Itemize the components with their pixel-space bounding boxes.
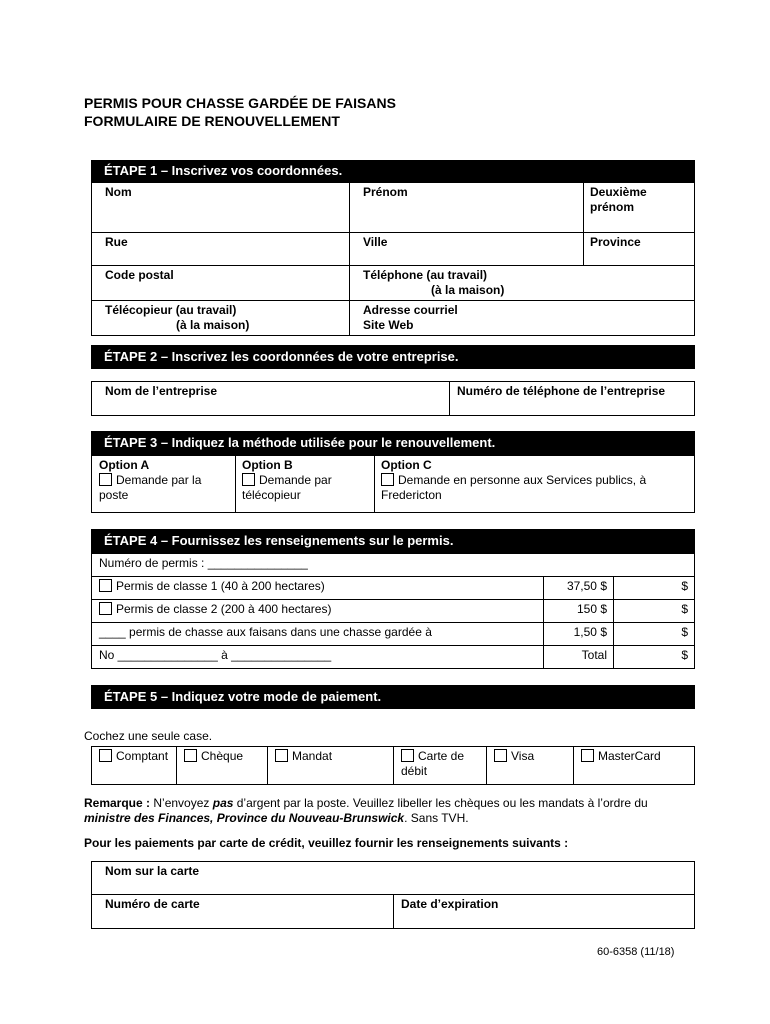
total-label: Total (544, 646, 614, 669)
step2-heading: ÉTAPE 2 – Inscrivez les coordonnées de votre entreprise. (91, 345, 695, 369)
step3-heading: ÉTAPE 3 – Indiquez la méthode utilisée pour le renouvellement. (91, 431, 695, 455)
field-telephone[interactable]: Téléphone (au travail) (à la maison) (350, 266, 695, 301)
option-a-label: Option A (99, 458, 150, 472)
field-ville[interactable]: Ville (350, 233, 584, 266)
field-numero-carte[interactable]: Numéro de carte (92, 895, 394, 929)
visa-checkbox[interactable] (494, 749, 507, 762)
class1-checkbox[interactable] (99, 579, 112, 592)
step1-table (91, 182, 695, 336)
form-number: 60-6358 (11/18) (597, 946, 675, 958)
field-deuxieme-prenom[interactable]: Deuxième prénom (584, 183, 695, 233)
mandat-checkbox[interactable] (275, 749, 288, 762)
field-nom[interactable]: Nom (92, 183, 350, 233)
permit-total[interactable]: $ (614, 577, 695, 600)
title-line-1: PERMIS POUR CHASSE GARDÉE DE FAISANS (84, 95, 396, 111)
pay-carte-debit[interactable]: Carte de débit (394, 747, 487, 785)
permit-row-numero[interactable]: No _______________ à _______________ (92, 646, 544, 669)
permit-price: 150 $ (544, 600, 614, 623)
field-numero-permis[interactable]: Numéro de permis : _______________ (92, 554, 695, 577)
field-nom-entreprise[interactable]: Nom de l’entreprise (92, 382, 450, 416)
option-c-checkbox[interactable] (381, 473, 394, 486)
pay-visa[interactable]: Visa (487, 747, 574, 785)
option-a-checkbox[interactable] (99, 473, 112, 486)
remarque-note: Remarque : N’envoyez pas d’argent par la poste. Veuillez libeller les chèques ou les mandats à l’ordre du ministre des Finances, Province du Nouveau-Brunswick. Sans TVH. (84, 796, 648, 825)
option-a-cell: Option A Demande par la poste (92, 456, 236, 513)
pay-mandat[interactable]: Mandat (268, 747, 394, 785)
payment-table (91, 746, 695, 785)
option-c-cell: Option C Demande en personne aux Services publics, à Fredericton (375, 456, 695, 513)
field-rue[interactable]: Rue (92, 233, 350, 266)
permit-total[interactable]: $ (614, 600, 695, 623)
option-b-cell: Option B Demande par télécopieur (236, 456, 375, 513)
permit-price: 1,50 $ (544, 623, 614, 646)
field-courriel-site[interactable]: Adresse courriel Site Web (350, 301, 695, 336)
grand-total[interactable]: $ (614, 646, 695, 669)
field-nom-carte[interactable]: Nom sur la carte (92, 862, 695, 895)
permit-row-class2: Permis de classe 2 (200 à 400 hectares) (92, 600, 544, 623)
step5-heading: ÉTAPE 5 – Indiquez votre mode de paiement. (91, 685, 695, 709)
field-code-postal[interactable]: Code postal (92, 266, 350, 301)
permit-price: 37,50 $ (544, 577, 614, 600)
step1-heading: ÉTAPE 1 – Inscrivez vos coordonnées. (91, 160, 695, 182)
step3-table (91, 455, 695, 513)
option-c-label: Option C (381, 458, 432, 472)
step2-table (91, 381, 695, 416)
class2-checkbox[interactable] (99, 602, 112, 615)
pay-cheque[interactable]: Chèque (177, 747, 268, 785)
option-b-label: Option B (242, 458, 293, 472)
credit-table (91, 861, 695, 929)
permit-row-class1: Permis de classe 1 (40 à 200 hectares) (92, 577, 544, 600)
mastercard-checkbox[interactable] (581, 749, 594, 762)
field-date-expiration[interactable]: Date d’expiration (394, 895, 695, 929)
field-telephone-entreprise[interactable]: Numéro de téléphone de l’entreprise (450, 382, 695, 416)
option-b-checkbox[interactable] (242, 473, 255, 486)
pay-comptant[interactable]: Comptant (92, 747, 177, 785)
title-line-2: FORMULAIRE DE RENOUVELLEMENT (84, 113, 340, 129)
credit-instruction: Pour les paiements par carte de crédit, veuillez fournir les renseignements suivants : (84, 836, 569, 850)
field-telecopieur[interactable]: Télécopieur (au travail) (à la maison) (92, 301, 350, 336)
payment-instruction: Cochez une seule case. (84, 729, 213, 743)
permit-row-faisans[interactable]: ____ permis de chasse aux faisans dans une chasse gardée à (92, 623, 544, 646)
pay-mastercard[interactable]: MasterCard (574, 747, 695, 785)
form-title (84, 94, 396, 130)
field-prenom[interactable]: Prénom (350, 183, 584, 233)
comptant-checkbox[interactable] (99, 749, 112, 762)
field-province[interactable]: Province (584, 233, 695, 266)
step4-heading: ÉTAPE 4 – Fournissez les renseignements sur le permis. (91, 529, 695, 553)
step4-table (91, 553, 695, 669)
cheque-checkbox[interactable] (184, 749, 197, 762)
carte-debit-checkbox[interactable] (401, 749, 414, 762)
permit-total[interactable]: $ (614, 623, 695, 646)
